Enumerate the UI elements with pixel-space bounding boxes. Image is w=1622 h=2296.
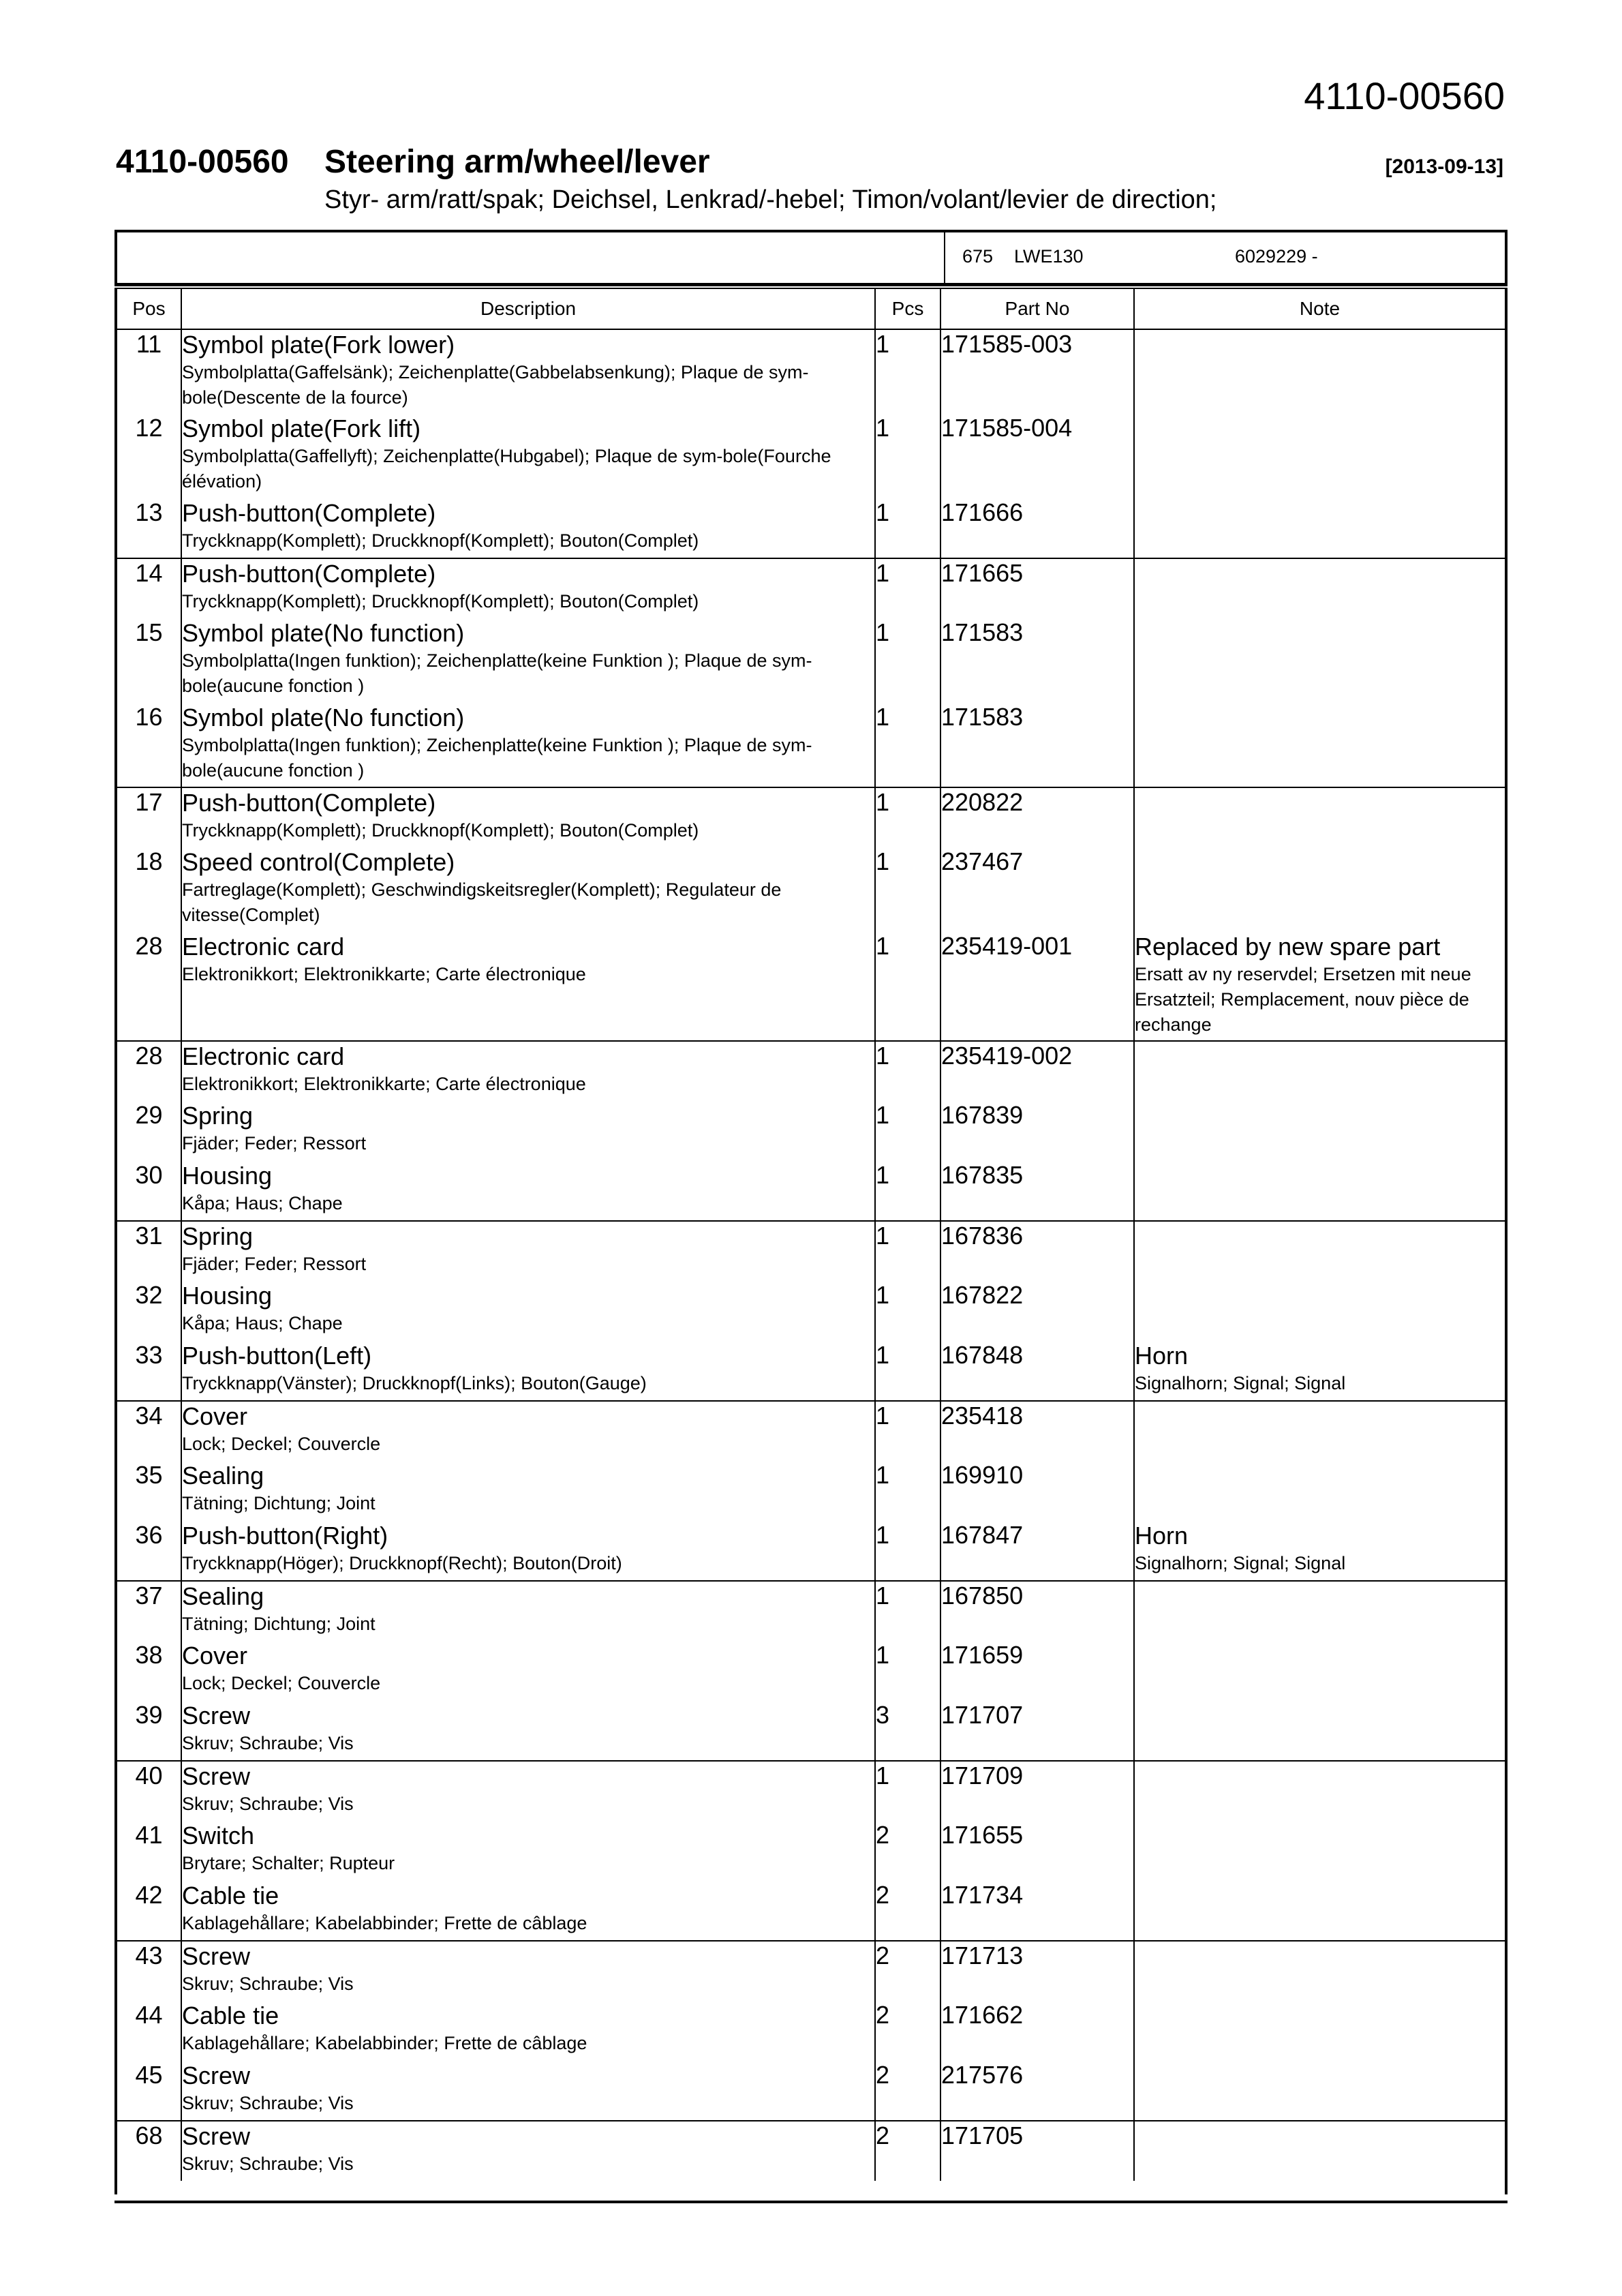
description-cell (181, 414, 875, 498)
note-text: Replaced by new spare part (1135, 933, 1441, 961)
pcs-cell: 2 (875, 1941, 940, 2001)
col-header-pcs: Pcs (875, 287, 940, 329)
pcs-cell: 1 (875, 1041, 940, 1101)
pos-cell: 34 (116, 1401, 181, 1461)
part-name: Symbol plate(Fork lower) (182, 331, 455, 359)
description-cell (181, 1881, 875, 1941)
part-translations: Symbolplatta(Ingen funktion); Zeichenplatte(keine Funktion ); Plaque de sym-bole(aucune fonction ) (182, 650, 812, 696)
description-cell (181, 2121, 875, 2181)
pcs-cell: 1 (875, 1221, 940, 1281)
pos-cell: 31 (116, 1221, 181, 1281)
note-cell (1134, 1281, 1506, 1341)
pcs-cell: 1 (875, 414, 940, 498)
table-row (116, 1521, 1506, 1581)
part-translations: Skruv; Schraube; Vis (182, 1733, 354, 1753)
note-text: Horn (1135, 1342, 1189, 1370)
pcs-cell: 1 (875, 329, 940, 414)
description-cell (181, 618, 875, 703)
table-row (116, 1581, 1506, 1641)
table-row (116, 932, 1506, 1041)
table-row (116, 2121, 1506, 2181)
pos-cell: 44 (135, 2001, 163, 2029)
pos-cell: 36 (135, 1521, 163, 1549)
serial-range: 6029229 - (1235, 246, 1318, 267)
table-row (116, 1701, 1506, 1761)
pcs-cell: 1 (875, 847, 940, 932)
pcs-cell: 1 (875, 1581, 940, 1641)
col-header-part-no: Part No (940, 287, 1134, 329)
part-name: Push-button(Right) (182, 1522, 388, 1550)
table-header-row (116, 287, 1506, 329)
table-row (116, 1401, 1506, 1461)
note-cell (1134, 498, 1506, 558)
part-translations: Skruv; Schraube; Vis (182, 1974, 354, 1994)
part-translations: Brytare; Schalter; Rupteur (182, 1853, 395, 1873)
part-name: Screw (182, 2122, 251, 2150)
pcs-cell: 2 (875, 2061, 940, 2121)
pos-cell: 32 (135, 1281, 163, 1309)
part-name: Screw (182, 2061, 251, 2089)
pcs-cell: 1 (875, 558, 940, 618)
part-number-cell: 171659 (940, 1641, 1134, 1701)
col-header-pos: Pos (116, 287, 181, 329)
part-translations: Tryckknapp(Komplett); Druckknopf(Komplett); Bouton(Complet) (182, 820, 699, 841)
pcs-cell: 1 (875, 498, 940, 558)
pcs-cell: 1 (875, 1161, 940, 1221)
table-row (116, 1821, 1506, 1881)
pos-cell: 17 (116, 787, 181, 847)
part-name: Housing (182, 1162, 273, 1190)
description-cell (181, 1221, 875, 1281)
part-translations: Lock; Deckel; Couvercle (182, 1673, 381, 1693)
table-row (116, 1101, 1506, 1161)
pos-cell: 43 (116, 1941, 181, 2001)
pos-cell: 33 (135, 1341, 163, 1369)
pcs-cell: 1 (875, 1281, 940, 1341)
part-name: Push-button(Complete) (182, 499, 436, 527)
part-number-cell: 169910 (940, 1461, 1134, 1521)
part-translations: Kablagehållare; Kabelabbinder; Frette de câblage (182, 1913, 587, 1933)
table-row (116, 1161, 1506, 1221)
description-cell (181, 787, 875, 847)
part-translations: Tryckknapp(Komplett); Druckknopf(Komplett); Bouton(Complet) (182, 530, 699, 551)
description-cell (181, 1101, 875, 1161)
part-number-cell: 235419-002 (940, 1041, 1134, 1101)
note-cell (1134, 1161, 1506, 1221)
revision-date: [2013-09-13] (1385, 155, 1503, 178)
pcs-cell: 1 (875, 1101, 940, 1161)
part-name: Symbol plate(No function) (182, 704, 465, 731)
part-number-cell: 171707 (940, 1701, 1134, 1761)
pos-cell: 40 (116, 1761, 181, 1821)
table-row (116, 703, 1506, 787)
description-cell (181, 847, 875, 932)
title-line (116, 143, 1503, 187)
part-name: Push-button(Complete) (182, 789, 436, 817)
description-cell (181, 932, 875, 1041)
description-cell (181, 1461, 875, 1521)
description-cell (181, 1521, 875, 1581)
note-cell (1134, 1761, 1506, 1821)
part-number-cell: 167822 (940, 1281, 1134, 1341)
part-translations: Tätning; Dichtung; Joint (182, 1493, 376, 1513)
note-cell (1134, 329, 1506, 414)
part-translations: Kåpa; Haus; Chape (182, 1313, 343, 1333)
description-cell (181, 1341, 875, 1401)
note-cell (1134, 558, 1506, 618)
table-row (116, 1341, 1506, 1401)
part-translations: Elektronikkort; Elektronikkarte; Carte électronique (182, 1074, 586, 1094)
part-name: Electronic card (182, 933, 345, 961)
part-number-cell: 171734 (940, 1881, 1134, 1941)
description-cell (181, 1041, 875, 1101)
part-name: Spring (182, 1102, 254, 1130)
pos-cell: 12 (135, 414, 163, 442)
note-cell (1134, 787, 1506, 847)
part-translations: Skruv; Schraube; Vis (182, 2154, 354, 2174)
table-row (116, 787, 1506, 847)
part-number-cell: 167836 (940, 1221, 1134, 1281)
bottom-rule (114, 2201, 1508, 2203)
part-translations: Kåpa; Haus; Chape (182, 1193, 343, 1213)
pos-cell: 18 (135, 847, 163, 875)
part-number-cell: 235419-001 (940, 932, 1134, 1041)
part-translations: Symbolplatta(Gaffelsänk); Zeichenplatte(Gabbelabsenkung); Plaque de sym-bole(Descente de la fource) (182, 362, 809, 408)
part-number-cell: 167847 (940, 1521, 1134, 1581)
part-number-cell: 171585-004 (940, 414, 1134, 498)
part-translations: Skruv; Schraube; Vis (182, 2093, 354, 2113)
description-cell (181, 558, 875, 618)
pcs-cell: 1 (875, 787, 940, 847)
note-cell (1134, 1701, 1506, 1761)
part-translations: Fjäder; Feder; Ressort (182, 1254, 367, 1274)
part-translations: Tryckknapp(Vänster); Druckknopf(Links); Bouton(Gauge) (182, 1373, 647, 1393)
pcs-cell: 2 (875, 2121, 940, 2181)
part-translations: Tätning; Dichtung; Joint (182, 1614, 376, 1634)
col-header-note: Note (1134, 287, 1506, 329)
pcs-cell: 1 (875, 1641, 940, 1701)
note-cell (1134, 1521, 1506, 1581)
note-cell (1134, 414, 1506, 498)
note-translations: Signalhorn; Signal; Signal (1135, 1373, 1346, 1393)
description-cell (181, 1701, 875, 1761)
pos-cell: 42 (135, 1881, 163, 1909)
pcs-cell: 2 (875, 1881, 940, 1941)
part-number-cell: 220822 (940, 787, 1134, 847)
note-cell (1134, 1401, 1506, 1461)
pos-cell: 11 (136, 330, 162, 358)
description-cell (181, 2001, 875, 2061)
note-cell (1134, 703, 1506, 787)
note-cell (1134, 1341, 1506, 1401)
part-translations: Symbolplatta(Ingen funktion); Zeichenplatte(keine Funktion ); Plaque de sym-bole(aucune fonction ) (182, 735, 812, 781)
table-row (116, 847, 1506, 932)
table-row (116, 414, 1506, 498)
part-number-cell: 171585-003 (940, 329, 1134, 414)
description-cell (181, 1821, 875, 1881)
part-name: Sealing (182, 1462, 264, 1490)
description-cell (181, 1761, 875, 1821)
pcs-cell: 1 (875, 1461, 940, 1521)
part-number-cell: 171665 (940, 558, 1134, 618)
pcs-cell: 1 (875, 932, 940, 1041)
description-cell (181, 498, 875, 558)
part-translations: Tryckknapp(Komplett); Druckknopf(Komplett); Bouton(Complet) (182, 591, 699, 611)
pos-cell: 41 (135, 1821, 163, 1849)
part-name: Cable tie (182, 2002, 279, 2029)
pos-cell: 45 (135, 2061, 163, 2089)
pos-cell: 68 (116, 2121, 181, 2181)
description-cell (181, 703, 875, 787)
table-row (116, 2001, 1506, 2061)
note-cell (1134, 1221, 1506, 1281)
note-cell (1134, 2121, 1506, 2181)
part-number-cell: 167839 (940, 1101, 1134, 1161)
part-name: Electronic card (182, 1042, 345, 1070)
note-cell (1134, 1641, 1506, 1701)
note-cell (1134, 618, 1506, 703)
pcs-cell: 1 (875, 1341, 940, 1401)
part-name: Sealing (182, 1582, 264, 1610)
description-cell (181, 2061, 875, 2121)
description-cell (181, 1281, 875, 1341)
pos-cell: 37 (116, 1581, 181, 1641)
table-row (116, 1461, 1506, 1521)
table-row (116, 618, 1506, 703)
description-cell (181, 1401, 875, 1461)
part-number-cell: 167850 (940, 1581, 1134, 1641)
part-number-cell: 237467 (940, 847, 1134, 932)
note-cell (1134, 847, 1506, 932)
note-cell (1134, 1941, 1506, 2001)
note-cell (1134, 1581, 1506, 1641)
pcs-cell: 1 (875, 1761, 940, 1821)
parts-table-body (116, 329, 1506, 2181)
part-name: Housing (182, 1282, 273, 1310)
table-row (116, 1221, 1506, 1281)
table-row (116, 1281, 1506, 1341)
description-cell (181, 1161, 875, 1221)
part-name: Screw (182, 1762, 251, 1790)
table-row (116, 2061, 1506, 2121)
table-row (116, 1881, 1506, 1941)
part-name: Cable tie (182, 1882, 279, 1909)
note-cell (1134, 1101, 1506, 1161)
title-translations: Styr- arm/ratt/spak; Deichsel, Lenkrad/-hebel; Timon/volant/levier de direction; (324, 185, 1217, 214)
part-translations: Elektronikkort; Elektronikkarte; Carte électronique (182, 964, 586, 984)
note-cell (1134, 1821, 1506, 1881)
part-number-cell: 171583 (940, 703, 1134, 787)
part-number-cell: 171666 (940, 498, 1134, 558)
model-name: LWE130 (1014, 246, 1084, 267)
part-number-cell: 171709 (940, 1761, 1134, 1821)
part-number-cell: 171713 (940, 1941, 1134, 2001)
part-name: Cover (182, 1402, 248, 1430)
model-header (114, 230, 1508, 285)
pos-cell: 28 (116, 1041, 181, 1101)
pos-cell: 39 (135, 1701, 163, 1729)
part-translations: Fartreglage(Komplett); Geschwindigskeitsregler(Komplett); Regulateur de vitesse(Complet) (182, 879, 782, 925)
part-translations: Skruv; Schraube; Vis (182, 1794, 354, 1814)
pcs-cell: 2 (875, 2001, 940, 2061)
part-number-cell: 167835 (940, 1161, 1134, 1221)
pos-cell: 14 (116, 558, 181, 618)
pos-cell: 30 (135, 1161, 163, 1189)
note-cell (1134, 2001, 1506, 2061)
table-row (116, 1941, 1506, 2001)
note-cell (1134, 2061, 1506, 2121)
table-row (116, 558, 1506, 618)
note-translations: Ersatt av ny reservdel; Ersetzen mit neue Ersatzteil; Remplacement, nouv pièce de rechange (1135, 964, 1471, 1035)
pos-cell: 16 (135, 703, 163, 731)
table-row (116, 329, 1506, 414)
note-cell (1134, 932, 1506, 1041)
pos-cell: 28 (135, 932, 163, 960)
parts-table (114, 285, 1508, 2181)
pos-cell: 38 (135, 1641, 163, 1669)
pcs-cell: 1 (875, 1521, 940, 1581)
part-name: Spring (182, 1222, 254, 1250)
part-number-cell: 167848 (940, 1341, 1134, 1401)
model-number: 675 (962, 246, 994, 267)
part-number-cell: 171705 (940, 2121, 1134, 2181)
pos-cell: 29 (135, 1101, 163, 1129)
pos-cell: 35 (135, 1461, 163, 1489)
pcs-cell: 1 (875, 618, 940, 703)
page-title: Steering arm/wheel/lever (324, 144, 710, 180)
part-name: Switch (182, 1822, 255, 1849)
pcs-cell: 3 (875, 1701, 940, 1761)
part-name: Speed control(Complete) (182, 848, 455, 876)
description-cell (181, 329, 875, 414)
part-number-cell: 217576 (940, 2061, 1134, 2121)
pcs-cell: 1 (875, 1401, 940, 1461)
part-name: Push-button(Complete) (182, 560, 436, 588)
part-translations: Fjäder; Feder; Ressort (182, 1133, 367, 1153)
part-name: Symbol plate(Fork lift) (182, 414, 421, 442)
col-header-description: Description (181, 287, 875, 329)
pos-cell: 13 (135, 498, 163, 526)
doc-number-top: 4110-00560 (1304, 74, 1505, 117)
part-name: Screw (182, 1702, 251, 1729)
part-name: Symbol plate(No function) (182, 619, 465, 647)
note-cell (1134, 1881, 1506, 1941)
note-cell (1134, 1461, 1506, 1521)
part-number-cell: 171662 (940, 2001, 1134, 2061)
table-row (116, 498, 1506, 558)
part-number-cell: 235418 (940, 1401, 1134, 1461)
part-translations: Symbolplatta(Gaffellyft); Zeichenplatte(Hubgabel); Plaque de sym-bole(Fourche élévation) (182, 446, 831, 492)
table-row (116, 1761, 1506, 1821)
part-translations: Lock; Deckel; Couvercle (182, 1434, 381, 1454)
model-divider (944, 232, 945, 283)
parts-list (114, 230, 1508, 2194)
description-cell (181, 1641, 875, 1701)
pcs-cell: 1 (875, 703, 940, 787)
part-number-cell: 171583 (940, 618, 1134, 703)
pos-cell: 15 (135, 618, 163, 646)
table-row (116, 1641, 1506, 1701)
part-translations: Kablagehållare; Kabelabbinder; Frette de câblage (182, 2033, 587, 2053)
description-cell (181, 1941, 875, 2001)
note-cell (1134, 1041, 1506, 1101)
part-number-cell: 171655 (940, 1821, 1134, 1881)
part-translations: Tryckknapp(Höger); Druckknopf(Recht); Bouton(Droit) (182, 1553, 622, 1573)
part-name: Screw (182, 1942, 251, 1970)
note-translations: Signalhorn; Signal; Signal (1135, 1553, 1346, 1573)
title-code: 4110-00560 (116, 144, 289, 180)
table-row (116, 1041, 1506, 1101)
part-name: Cover (182, 1642, 248, 1670)
pcs-cell: 2 (875, 1821, 940, 1881)
part-name: Push-button(Left) (182, 1342, 372, 1370)
description-cell (181, 1581, 875, 1641)
note-text: Horn (1135, 1522, 1189, 1550)
